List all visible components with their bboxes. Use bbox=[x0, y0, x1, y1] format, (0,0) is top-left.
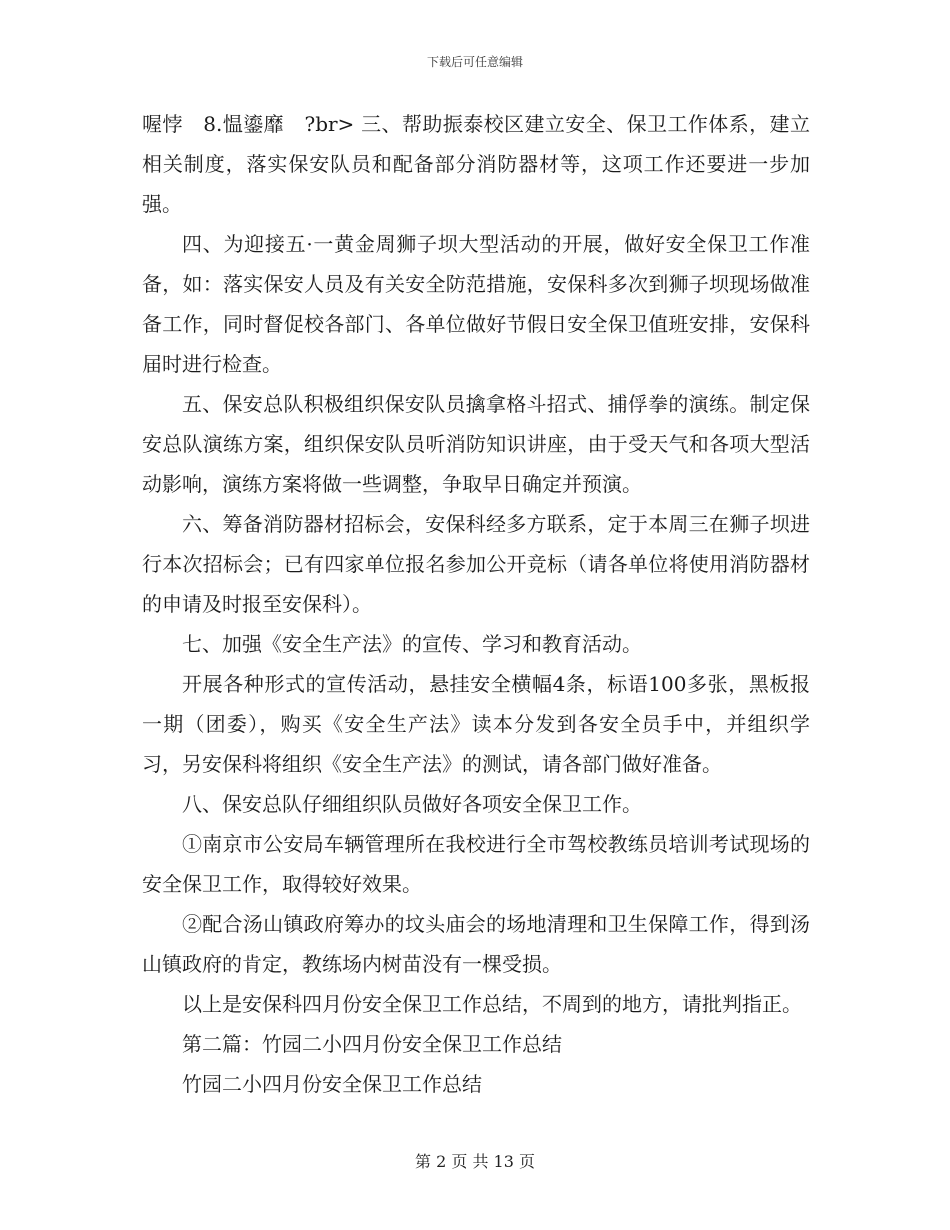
paragraph: ②配合汤山镇政府筹办的坟头庙会的场地清理和卫生保障工作，得到汤山镇政府的肯定，教练场内树苗没有一棵受损。 bbox=[142, 912, 810, 976]
paragraph: 四、为迎接五·一黄金周狮子坝大型活动的开展，做好安全保卫工作准备，如：落实保安人员及有关安全防范措施，安保科多次到狮子坝现场做准备工作，同时督促校各部门、各单位做好节假日安全保卫值班安排，安保科届时进行检查。 bbox=[142, 232, 810, 376]
document-body bbox=[142, 104, 810, 1104]
paragraph: 七、加强《安全生产法》的宣传、学习和教育活动。 bbox=[182, 632, 642, 656]
paragraph: 喔悖 8.愠鎏靡 ?br> 三、帮助振泰校区建立安全、保卫工作体系，建立相关制度，落实保安队员和配备部分消防器材等，这项工作还要进一步加强。 bbox=[142, 112, 810, 216]
paragraph: 开展各种形式的宣传活动，悬挂安全横幅4条，标语100多张，黑板报一期（团委），购买《安全生产法》读本分发到各安全员手中，并组织学习，另安保科将组织《安全生产法》的测试，请各部门做好准备。 bbox=[142, 672, 810, 776]
page-header: 下载后可任意编辑 bbox=[426, 55, 523, 69]
section-heading: 第二篇：竹园二小四月份安全保卫工作总结 bbox=[182, 1032, 562, 1056]
paragraph: ①南京市公安局车辆管理所在我校进行全市驾校教练员培训考试现场的安全保卫工作，取得较好效果。 bbox=[142, 832, 810, 896]
paragraph: 六、筹备消防器材招标会，安保科经多方联系，定于本周三在狮子坝进行本次招标会；已有四家单位报名参加公开竞标（请各单位将使用消防器材的申请及时报至安保科）。 bbox=[142, 512, 810, 616]
paragraph: 五、保安总队积极组织保安队员擒拿格斗招式、捕俘拳的演练。制定保安总队演练方案，组织保安队员听消防知识讲座，由于受天气和各项大型活动影响，演练方案将做一些调整，争取早日确定并预演。 bbox=[142, 392, 810, 496]
section-title: 竹园二小四月份安全保卫工作总结 bbox=[182, 1072, 482, 1096]
page-footer: 第 2 页 共 13 页 bbox=[415, 1152, 535, 1171]
paragraph: 以上是安保科四月份安全保卫工作总结，不周到的地方，请批判指正。 bbox=[182, 992, 802, 1016]
paragraph: 八、保安总队仔细组织队员做好各项安全保卫工作。 bbox=[182, 792, 642, 816]
